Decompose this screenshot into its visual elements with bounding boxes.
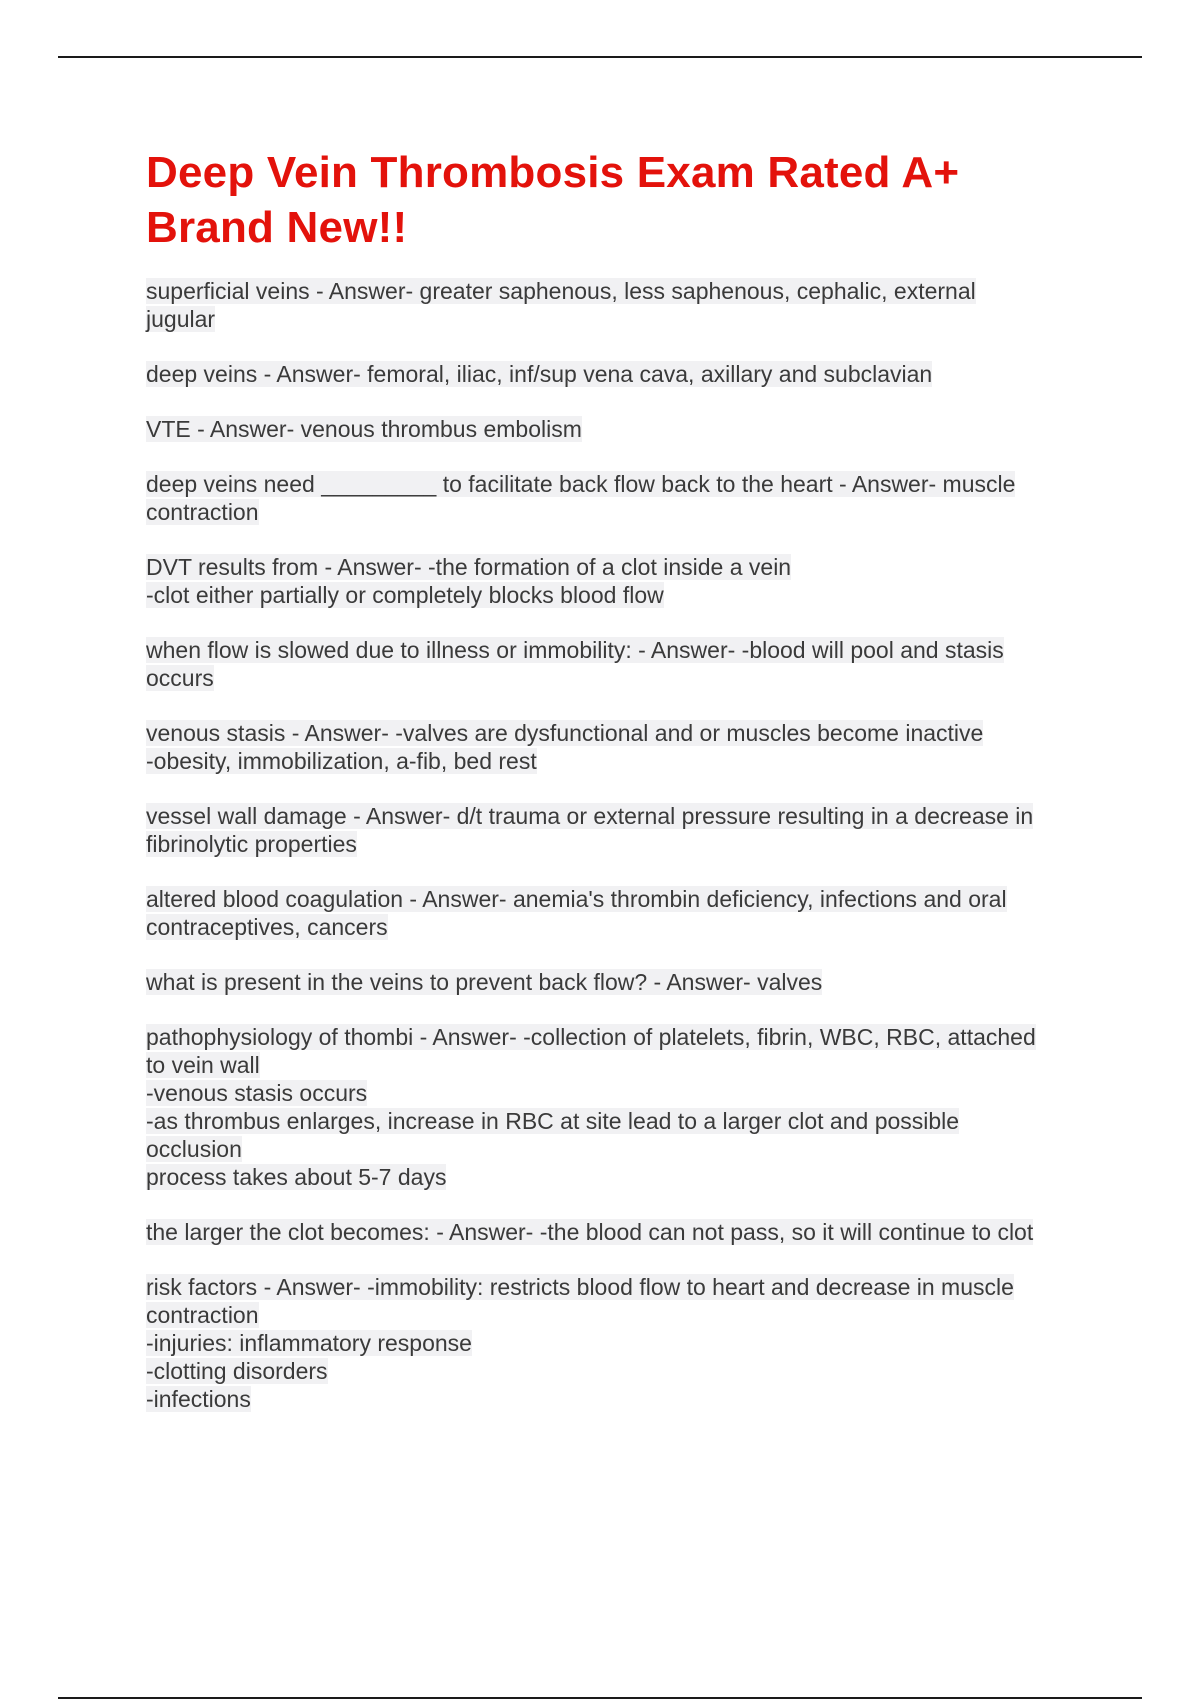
qa-line: fibrinolytic properties xyxy=(146,831,357,857)
qa-item xyxy=(146,470,1086,526)
document-body xyxy=(146,145,1086,1440)
qa-line: jugular xyxy=(146,306,216,332)
qa-item xyxy=(146,885,1086,941)
qa-line: -clotting disorders xyxy=(146,1358,328,1384)
qa-line: process takes about 5-7 days xyxy=(146,1164,447,1190)
document-title xyxy=(146,145,1086,255)
qa-line: vessel wall damage - Answer- d/t trauma or external pressure resulting in a decrease in xyxy=(146,803,1034,829)
qa-line: -as thrombus enlarges, increase in RBC at site lead to a larger clot and possible xyxy=(146,1108,960,1134)
qa-item xyxy=(146,1218,1086,1246)
qa-line: -venous stasis occurs xyxy=(146,1080,368,1106)
qa-line: pathophysiology of thombi - Answer- -collection of platelets, fibrin, WBC, RBC, attached xyxy=(146,1024,1036,1050)
qa-line: to vein wall xyxy=(146,1052,260,1078)
qa-line: altered blood coagulation - Answer- anemia's thrombin deficiency, infections and oral xyxy=(146,886,1007,912)
qa-line: DVT results from - Answer- -the formation of a clot inside a vein xyxy=(146,554,792,580)
qa-item xyxy=(146,415,1086,443)
bottom-rule xyxy=(58,1697,1142,1699)
qa-item xyxy=(146,1273,1086,1413)
qa-line: -infections xyxy=(146,1386,251,1412)
qa-item xyxy=(146,968,1086,996)
qa-line: deep veins - Answer- femoral, iliac, inf/sup vena cava, axillary and subclavian xyxy=(146,361,933,387)
qa-line: contraceptives, cancers xyxy=(146,914,388,940)
qa-list xyxy=(146,277,1086,1413)
qa-line: the larger the clot becomes: - Answer- -the blood can not pass, so it will continue to clot xyxy=(146,1219,1034,1245)
qa-item xyxy=(146,360,1086,388)
qa-line: VTE - Answer- venous thrombus embolism xyxy=(146,416,582,442)
qa-line: occlusion xyxy=(146,1136,242,1162)
qa-line: deep veins need _________ to facilitate back flow back to the heart - Answer- muscle xyxy=(146,471,1016,497)
qa-item xyxy=(146,277,1086,333)
qa-item xyxy=(146,636,1086,692)
qa-item xyxy=(146,1023,1086,1191)
title-line-1: Deep Vein Thrombosis Exam Rated A+ xyxy=(146,148,960,197)
qa-line: -injuries: inflammatory response xyxy=(146,1330,472,1356)
title-line-2: Brand New!! xyxy=(146,203,408,252)
qa-line: venous stasis - Answer- -valves are dysfunctional and or muscles become inactive xyxy=(146,720,984,746)
qa-line: contraction xyxy=(146,499,259,525)
top-rule xyxy=(58,56,1142,58)
qa-line: risk factors - Answer- -immobility: restricts blood flow to heart and decrease in muscle xyxy=(146,1274,1014,1300)
qa-item xyxy=(146,719,1086,775)
qa-line: when flow is slowed due to illness or immobility: - Answer- -blood will pool and stasis xyxy=(146,637,1004,663)
qa-line: contraction xyxy=(146,1302,259,1328)
qa-line: -clot either partially or completely blocks blood flow xyxy=(146,582,664,608)
qa-line: occurs xyxy=(146,665,214,691)
qa-line: superficial veins - Answer- greater saphenous, less saphenous, cephalic, external xyxy=(146,278,976,304)
qa-item xyxy=(146,553,1086,609)
qa-line: what is present in the veins to prevent back flow? - Answer- valves xyxy=(146,969,823,995)
qa-line: -obesity, immobilization, a-fib, bed rest xyxy=(146,748,537,774)
qa-item xyxy=(146,802,1086,858)
